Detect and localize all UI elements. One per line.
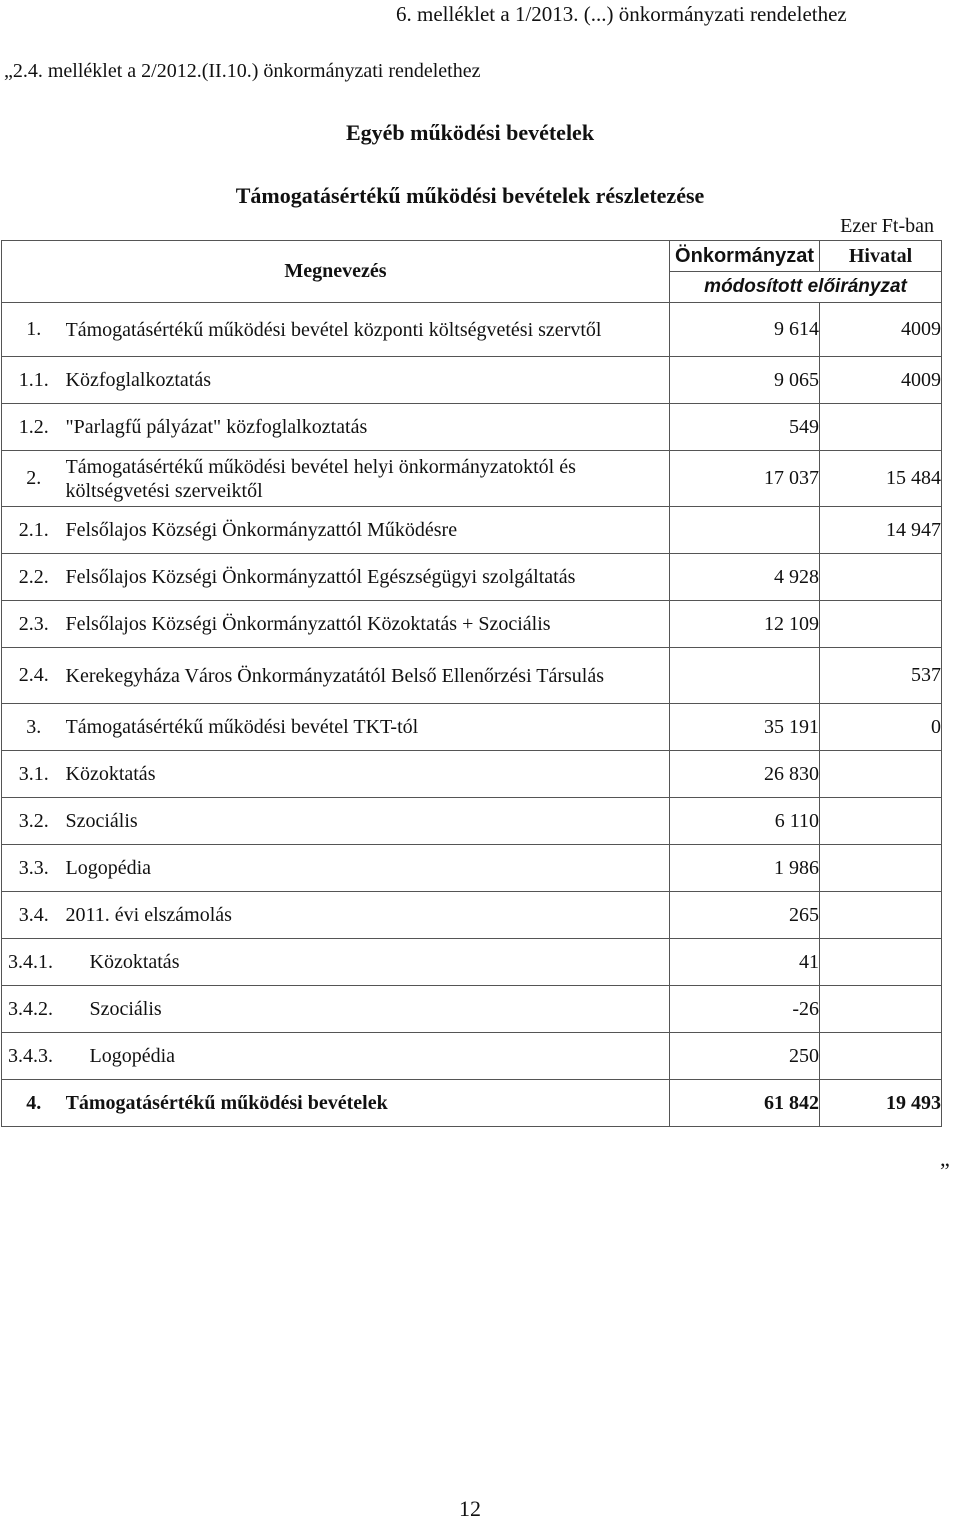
row-value-hivatal xyxy=(820,554,942,601)
table-row xyxy=(2,986,942,1033)
row-value-hivatal: 14 947 xyxy=(820,507,942,554)
row-number: 2.4. xyxy=(2,648,66,704)
row-name: Felsőlajos Községi Önkormányzattól Közoktatás + Szociális xyxy=(66,601,670,648)
row-number: 4. xyxy=(2,1080,66,1127)
unit-label: Ezer Ft-ban xyxy=(840,215,934,237)
row-name: Felsőlajos Községi Önkormányzattól Egészségügyi szolgáltatás xyxy=(66,554,670,601)
row-value-hivatal: 537 xyxy=(820,648,942,704)
table-row xyxy=(2,404,942,451)
row-value-hivatal xyxy=(820,601,942,648)
row-value-hivatal xyxy=(820,845,942,892)
row-value-onkormanyzat: 12 109 xyxy=(670,601,820,648)
row-name: Logopédia xyxy=(66,845,670,892)
table-row xyxy=(2,507,942,554)
row-value-hivatal xyxy=(820,986,942,1033)
row-name: Közfoglalkoztatás xyxy=(66,357,670,404)
row-number: 1. xyxy=(2,303,66,357)
row-value-onkormanyzat: 250 xyxy=(670,1033,820,1080)
column-header-modified-budget: módosított előirányzat xyxy=(670,272,942,303)
row-number: 1.1. xyxy=(2,357,66,404)
row-value-onkormanyzat: 35 191 xyxy=(670,704,820,751)
table-row xyxy=(2,648,942,704)
row-name: Szociális xyxy=(66,986,670,1033)
row-name: Szociális xyxy=(66,798,670,845)
row-name: 2011. évi elszámolás xyxy=(66,892,670,939)
row-value-onkormanyzat: 549 xyxy=(670,404,820,451)
table-row xyxy=(2,704,942,751)
row-number: 3.4.1. xyxy=(2,939,66,986)
table-row xyxy=(2,303,942,357)
row-number: 2. xyxy=(2,451,66,507)
row-name: Támogatásértékű működési bevétel központi költségvetési szervtől xyxy=(66,303,670,357)
row-number: 2.1. xyxy=(2,507,66,554)
table-row xyxy=(2,892,942,939)
table-row xyxy=(2,357,942,404)
header-annex-reference: 6. melléklet a 1/2013. (...) önkormányzati rendelethez xyxy=(396,2,847,26)
row-value-hivatal xyxy=(820,892,942,939)
row-number: 3.4.2. xyxy=(2,986,66,1033)
row-value-hivatal xyxy=(820,751,942,798)
row-name: Közoktatás xyxy=(66,751,670,798)
row-name: Kerekegyháza Város Önkormányzatától Belső Ellenőrzési Társulás xyxy=(66,648,670,704)
row-value-hivatal: 15 484 xyxy=(820,451,942,507)
closing-quote-mark: ” xyxy=(940,1158,950,1183)
row-name: Támogatásértékű működési bevétel TKT-tól xyxy=(66,704,670,751)
row-number: 3.3. xyxy=(2,845,66,892)
row-name: "Parlagfű pályázat" közfoglalkoztatás xyxy=(66,404,670,451)
table-row xyxy=(2,451,942,507)
column-header-hivatal: Hivatal xyxy=(820,241,942,272)
row-value-onkormanyzat: 1 986 xyxy=(670,845,820,892)
table-row xyxy=(2,601,942,648)
row-number: 1.2. xyxy=(2,404,66,451)
row-value-hivatal xyxy=(820,404,942,451)
row-value-hivatal xyxy=(820,939,942,986)
row-name: Támogatásértékű működési bevétel helyi önkormányzatoktól és költségvetési szerveiktől xyxy=(66,451,670,507)
row-value-onkormanyzat: 17 037 xyxy=(670,451,820,507)
row-value-hivatal: 19 493 xyxy=(820,1080,942,1127)
row-number: 2.3. xyxy=(2,601,66,648)
row-value-onkormanyzat: 265 xyxy=(670,892,820,939)
row-number: 3. xyxy=(2,704,66,751)
table-row xyxy=(2,554,942,601)
row-value-onkormanyzat xyxy=(670,507,820,554)
row-name: Közoktatás xyxy=(66,939,670,986)
row-value-onkormanyzat: 9 614 xyxy=(670,303,820,357)
document-subtitle: Támogatásértékű működési bevételek részletezése xyxy=(235,183,705,208)
row-number: 3.1. xyxy=(2,751,66,798)
row-number: 3.2. xyxy=(2,798,66,845)
table-header-row xyxy=(2,241,942,272)
table-row xyxy=(2,798,942,845)
row-value-onkormanyzat: -26 xyxy=(670,986,820,1033)
table-row xyxy=(2,1033,942,1080)
row-value-onkormanyzat: 6 110 xyxy=(670,798,820,845)
table-total-row xyxy=(2,1080,942,1127)
column-header-onkormanyzat: Önkormányzat xyxy=(670,241,820,272)
row-name: Támogatásértékű működési bevételek xyxy=(66,1080,670,1127)
row-name: Logopédia xyxy=(66,1033,670,1080)
row-number: 3.4.3. xyxy=(2,1033,66,1080)
table-row xyxy=(2,939,942,986)
row-number: 3.4. xyxy=(2,892,66,939)
row-value-onkormanyzat xyxy=(670,648,820,704)
row-value-hivatal xyxy=(820,1033,942,1080)
row-name: Felsőlajos Községi Önkormányzattól Működésre xyxy=(66,507,670,554)
row-value-hivatal xyxy=(820,798,942,845)
column-header-name: Megnevezés xyxy=(2,241,670,303)
row-value-onkormanyzat: 61 842 xyxy=(670,1080,820,1127)
page-number: 12 xyxy=(459,1496,481,1521)
document-title: Egyéb működési bevételek xyxy=(345,120,595,145)
table-row xyxy=(2,751,942,798)
row-value-onkormanyzat: 9 065 xyxy=(670,357,820,404)
row-value-onkormanyzat: 26 830 xyxy=(670,751,820,798)
row-value-onkormanyzat: 4 928 xyxy=(670,554,820,601)
revenue-table xyxy=(1,240,942,1127)
table-row xyxy=(2,845,942,892)
row-number: 2.2. xyxy=(2,554,66,601)
row-value-onkormanyzat: 41 xyxy=(670,939,820,986)
row-value-hivatal: 4009 xyxy=(820,357,942,404)
header-amended-annex-reference: „2.4. melléklet a 2/2012.(II.10.) önkormányzati rendelethez xyxy=(4,60,481,82)
row-value-hivatal: 4009 xyxy=(820,303,942,357)
row-value-hivatal: 0 xyxy=(820,704,942,751)
